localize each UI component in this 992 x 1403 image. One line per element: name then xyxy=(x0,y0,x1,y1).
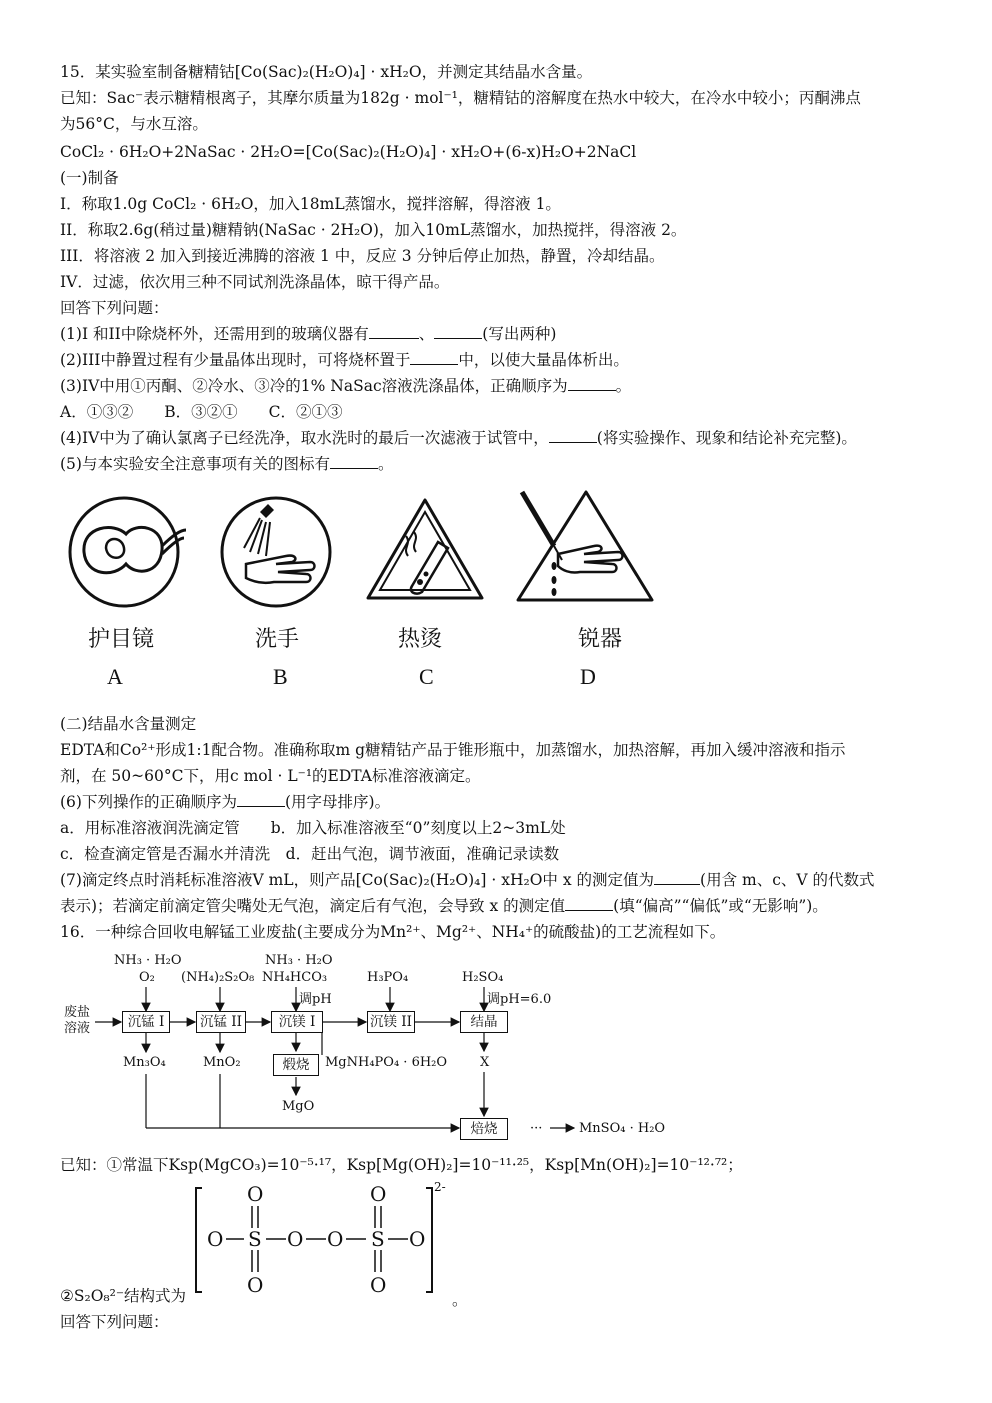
flow-product-final: MnSO₄ · H₂O xyxy=(579,1121,666,1136)
structure-atom-o-bottom-right: O xyxy=(370,1273,387,1297)
structure-atom-o-bridge-2: O xyxy=(327,1227,344,1251)
q16-known: 已知：①常温下Ksp(MgCO₃)=10⁻⁵·¹⁷，Ksp[Mg(OH)₂]=10⁻¹¹·²⁵，Ksp[Mn(OH)₂]=10⁻¹²·⁷²； xyxy=(60,1156,743,1174)
q15-sub2 xyxy=(60,350,629,370)
q6-text: (6)下列操作的正确顺序为 xyxy=(60,793,237,811)
flow-box-crystallize: 结晶 xyxy=(460,1011,508,1033)
flow-input-2: 溶液 xyxy=(64,1021,91,1036)
q15-answer-prompt: 回答下列问题： xyxy=(60,299,169,317)
icon-label-d: 锐器 xyxy=(578,627,623,652)
flow-box-mg-precip-1: 沉镁 I xyxy=(271,1011,323,1033)
q2-tail: 中，以使大量晶体析出。 xyxy=(458,351,629,369)
persulfate-structure xyxy=(190,1180,460,1300)
q15-edta-line2: 剂，在 50~60°C下，用c mol · L⁻¹的EDTA标准溶液滴定。 xyxy=(60,767,481,785)
q16-answer-prompt: 回答下列问题： xyxy=(60,1313,169,1331)
flow-reagent-5b: 调pH=6.0 xyxy=(487,992,552,1007)
process-flow-diagram xyxy=(0,950,992,1150)
q5-blank[interactable] xyxy=(330,454,378,469)
q15-known-line2: 为56°C，与水互溶。 xyxy=(60,115,208,133)
structure-atom-o-left: O xyxy=(207,1227,224,1251)
q3-blank[interactable] xyxy=(568,376,616,391)
q1-note: (写出两种) xyxy=(482,325,557,343)
q6-tail: (用字母排序)。 xyxy=(284,793,391,811)
q7-text: (7)滴定终点时消耗标准溶液V mL，则产品[Co(Sac)₂(H₂O)₄] · xH₂O中 x 的测定值为 xyxy=(60,871,655,889)
q15-sub1 xyxy=(60,324,556,344)
flow-reagent-3b: NH₄HCO₃ xyxy=(262,970,328,985)
structure-atom-o-top-left: O xyxy=(247,1182,264,1206)
flow-box-mn-precip-2: 沉锰 II xyxy=(196,1011,246,1033)
structure-atom-o-top-right: O xyxy=(370,1182,387,1206)
flow-reagent-4: H₃PO₄ xyxy=(367,970,409,985)
q7-blank-1[interactable] xyxy=(654,870,700,885)
icon-label-b: 洗手 xyxy=(255,627,300,652)
goggles-icon xyxy=(64,496,188,608)
structure-atom-o-bottom-left: O xyxy=(247,1273,264,1297)
q15-title: 15．某实验室制备糖精钴[Co(Sac)₂(H₂O)₄] · xH₂O，并测定其结晶水含量。 xyxy=(60,63,593,81)
q7-text-2: 表示)；若滴定前滴定管尖嘴处无气泡，滴定后有气泡，会导致 x 的测定值 xyxy=(60,897,566,915)
q15-part2-heading: (二)结晶水含量测定 xyxy=(60,715,197,733)
hand-wash-icon xyxy=(216,496,340,608)
q5-text: (5)与本实验安全注意事项有关的图标有 xyxy=(60,455,330,473)
q15-sub4 xyxy=(60,428,857,448)
q15-sub3 xyxy=(60,376,631,396)
flow-product-struvite: MgNH₄PO₄ · 6H₂O xyxy=(325,1055,448,1070)
flow-reagent-2: (NH₄)₂S₂O₈ xyxy=(181,970,255,985)
q4-text: (4)IV中为了确认氯离子已经洗净，取水洗时的最后一次滤液于试管中， xyxy=(60,429,549,447)
q7-tail: (填“偏高”“偏低”或“无影响”)。 xyxy=(613,897,828,915)
q15-edta-line1: EDTA和Co²⁺形成1:1配合物。准确称取m g糖精钴产品于锥形瓶中，加蒸馏水，加热溶解，再加入缓冲溶液和指示 xyxy=(60,741,846,759)
icon-label-c: 热烫 xyxy=(398,627,443,652)
q4-tail: (将实验操作、现象和结论补充完整)。 xyxy=(596,429,857,447)
q16-s2o8-end: 。 xyxy=(452,1291,468,1309)
q16-s2o8-label: ②S₂O₈²⁻结构式为 xyxy=(60,1287,187,1305)
q1-blank-2[interactable] xyxy=(434,324,482,339)
q4-blank[interactable] xyxy=(549,428,597,443)
flow-input-1: 废盐 xyxy=(64,1005,91,1020)
q15-sub6-ops-cd: c．检查滴定管是否漏水并清洗 d．赶出气泡，调节液面，准确记录读数 xyxy=(60,845,560,863)
icon-letter-d: D xyxy=(580,664,596,689)
flow-box-mn-precip-1: 沉锰 I xyxy=(122,1011,170,1033)
q15-part1-heading: (一)制备 xyxy=(60,169,119,187)
flow-box-calcine: 煅烧 xyxy=(273,1054,319,1076)
sharp-object-icon xyxy=(514,486,656,608)
q7-note: (用含 m、c、V 的代数式 xyxy=(700,871,875,889)
flow-reagent-3c: 调pH xyxy=(299,992,332,1007)
icon-label-a: 护目镜 xyxy=(88,627,155,652)
q15-step2: II．称取2.6g(稍过量)糖精钠(NaSac · 2H₂O)，加入10mL蒸馏水，加热搅拌，得溶液 2。 xyxy=(60,221,687,239)
flow-reagent-1b: O₂ xyxy=(139,970,155,985)
q1-sep: 、 xyxy=(418,325,435,343)
flow-product-x: X xyxy=(480,1055,490,1070)
flow-dots: ··· xyxy=(530,1121,543,1136)
q15-step3: III．将溶液 2 加入到接近沸腾的溶液 1 中，反应 3 分钟后停止加热，静置，冷却结晶。 xyxy=(60,247,665,265)
q15-sub3-options: A．①③② B．③②① C．②①③ xyxy=(60,403,343,421)
q2-text: (2)III中静置过程有少量晶体出现时，可将烧杯置于 xyxy=(60,351,411,369)
structure-atom-o-bridge-1: O xyxy=(287,1227,304,1251)
q15-known-line1: 已知：Sac⁻表示糖精根离子，其摩尔质量为182g · mol⁻¹，糖精钴的溶解度在热水中较大，在冷水中较小；丙酮沸点 xyxy=(60,89,861,107)
q15-sub6-ops-ab: a．用标准溶液润洗滴定管 b．加入标准溶液至“0”刻度以上2~3mL处 xyxy=(60,819,566,837)
icon-letter-c: C xyxy=(419,664,434,689)
q6-blank[interactable] xyxy=(237,792,285,807)
q15-step4: IV．过滤，依次用三种不同试剂洗涤晶体，晾干得产品。 xyxy=(60,273,450,291)
q15-sub7-line1 xyxy=(60,870,875,890)
flow-box-mg-precip-2: 沉镁 II xyxy=(367,1011,415,1033)
structure-atom-o-right: O xyxy=(409,1227,426,1251)
q15-equation: CoCl₂ · 6H₂O+2NaSac · 2H₂O=[Co(Sac)₂(H₂O)₄] · xH₂O+(6-x)H₂O+2NaCl xyxy=(60,143,637,161)
structure-atom-s-right: S xyxy=(371,1227,385,1251)
icon-letter-a: A xyxy=(107,664,123,689)
flow-reagent-3a: NH₃ · H₂O xyxy=(265,953,333,968)
structure-atom-s-left: S xyxy=(248,1227,262,1251)
q3-tail: 。 xyxy=(615,377,632,395)
q3-text: (3)IV中用①丙酮、②冷水、③冷的1% NaSac溶液洗涤晶体，正确顺序为 xyxy=(60,377,568,395)
q2-blank[interactable] xyxy=(410,350,458,365)
flow-product-mn3o4: Mn₃O₄ xyxy=(123,1055,166,1070)
q16-title: 16．一种综合回收电解锰工业废盐(主要成分为Mn²⁺、Mg²⁺、NH₄⁺的硫酸盐)的工艺流程如下。 xyxy=(60,923,726,941)
flow-box-roast: 焙烧 xyxy=(460,1118,508,1140)
flow-reagent-5a: H₂SO₄ xyxy=(462,970,504,985)
q1-text: (1)I 和II中除烧杯外，还需用到的玻璃仪器有 xyxy=(60,325,369,343)
flow-product-mgo: MgO xyxy=(282,1099,315,1114)
q15-sub5 xyxy=(60,454,393,474)
q5-tail: 。 xyxy=(377,455,394,473)
q15-sub7-line2 xyxy=(60,896,828,916)
hot-surface-icon xyxy=(362,494,488,608)
flow-reagent-1a: NH₃ · H₂O xyxy=(114,953,182,968)
q15-step1: I．称取1.0g CoCl₂ · 6H₂O，加入18mL蒸馏水，搅拌溶解，得溶液 1。 xyxy=(60,195,561,213)
flow-product-mno2: MnO₂ xyxy=(203,1055,241,1070)
structure-charge: 2- xyxy=(434,1180,446,1194)
icon-letter-b: B xyxy=(273,664,288,689)
q7-blank-2[interactable] xyxy=(565,896,613,911)
q1-blank-1[interactable] xyxy=(369,324,419,339)
q15-sub6 xyxy=(60,792,390,812)
